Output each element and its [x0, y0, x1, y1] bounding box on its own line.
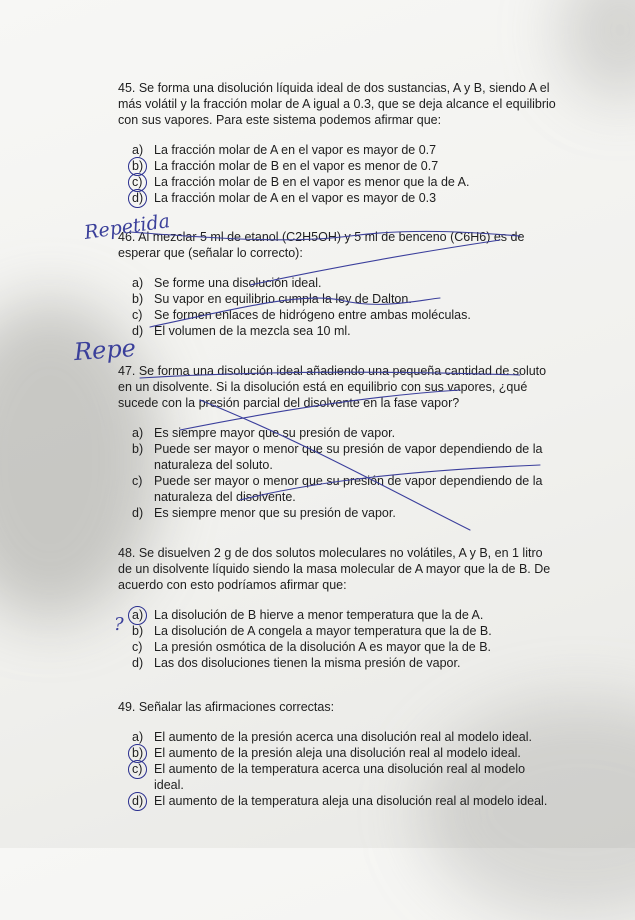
option-47-c: c) Puede ser mayor o menor que su presión de vapor dependiendo de la naturaleza del disolvente.: [132, 474, 543, 504]
question-49-stem: 49. Señalar las afirmaciones correctas:: [118, 700, 335, 714]
option-45-c: c) La fracción molar de B en el vapor es menor que la de A.: [132, 175, 470, 189]
question-45: [118, 80, 558, 206]
question-46-stem: 46. Al mezclar 5 ml de etanol (C2H5OH) y 5 ml de benceno (C6H6) es de esperar que (señalar lo correcto):: [118, 230, 525, 260]
option-46-b: b) Su vapor en equilibrio cumpla la ley de Dalton.: [132, 292, 412, 306]
circled-mark: b): [132, 746, 144, 760]
option-48-b: b) La disolución de A congela a mayor temperatura que la de B.: [132, 624, 492, 638]
question-45-options: [118, 142, 558, 206]
question-46: [118, 229, 558, 339]
question-48: [118, 545, 558, 671]
option-49-b: b) El aumento de la presión aleja una disolución real al modelo ideal.: [132, 746, 521, 760]
circled-mark: c): [132, 175, 143, 189]
circled-mark: b): [132, 159, 144, 173]
paper-shadow-top-right: [560, 0, 635, 100]
option-48-c: c) La presión osmótica de la disolución A es mayor que la de B.: [132, 640, 492, 654]
question-47-stem: 47. Se forma una disolución ideal añadiendo una pequeña cantidad de soluto en un disolvente. Si la disolución está en equilibrio con sus vapores, ¿qué sucede con la presión parcial del disolvente en la fase vapor?: [118, 364, 547, 410]
option-48-a: a) La disolución de B hierve a menor temperatura que la de A.: [132, 608, 484, 622]
option-47-d: d) Es siempre menor que su presión de vapor.: [132, 506, 396, 520]
circled-mark: d): [132, 794, 144, 808]
option-46-c: c) Se formen enlaces de hidrógeno entre ambas moléculas.: [132, 308, 471, 322]
question-49: [118, 699, 558, 809]
option-46-a: a) Se forme una disolución ideal.: [132, 276, 322, 290]
handwritten-note-repetida: Repetida: [82, 210, 172, 244]
option-49-a: a) El aumento de la presión acerca una disolución real al modelo ideal.: [132, 730, 533, 744]
question-48-stem: 48. Se disuelven 2 g de dos solutos moleculares no volátiles, A y B, en 1 litro de un disolvente líquido siendo la masa molecular de A mayor que la de B. De acuerdo con esto podríamos afirmar que:: [118, 546, 551, 592]
question-47-options: [118, 425, 558, 521]
option-45-a: a) La fracción molar de A en el vapor es mayor de 0.7: [132, 143, 437, 157]
handwritten-question-mark: ?: [114, 614, 124, 635]
option-47-a: a) Es siempre mayor que su presión de vapor.: [132, 426, 396, 440]
option-47-b: b) Puede ser mayor o menor que su presión de vapor dependiendo de la naturaleza del soluto.: [132, 442, 543, 472]
option-49-d: d) El aumento de la temperatura aleja una disolución real al modelo ideal.: [132, 794, 548, 808]
option-46-d: d) El volumen de la mezcla sea 10 ml.: [132, 324, 351, 338]
circled-mark: c): [132, 762, 143, 776]
option-48-d: d) Las dos disoluciones tienen la misma presión de vapor.: [132, 656, 461, 670]
circled-mark: a): [132, 608, 144, 622]
handwritten-note-repe: Repe: [73, 333, 137, 367]
question-48-options: [118, 607, 558, 671]
option-45-b: b) La fracción molar de B en el vapor es menor de 0.7: [132, 159, 439, 173]
question-47: [118, 363, 558, 521]
question-49-options: [118, 729, 558, 809]
option-45-d: d) La fracción molar de A en el vapor es mayor de 0.3: [132, 191, 437, 205]
option-49-c: c) El aumento de la temperatura acerca una disolución real al modelo ideal.: [132, 762, 526, 792]
question-46-options: [118, 275, 558, 339]
question-45-stem: 45. Se forma una disolución líquida ideal de dos sustancias, A y B, siendo A el más volátil y la fracción molar de A igual a 0.3, que se deja alcance el equilibrio con sus vapores. Para este sistema podemos afirmar que:: [118, 81, 556, 127]
circled-mark: d): [132, 191, 144, 205]
